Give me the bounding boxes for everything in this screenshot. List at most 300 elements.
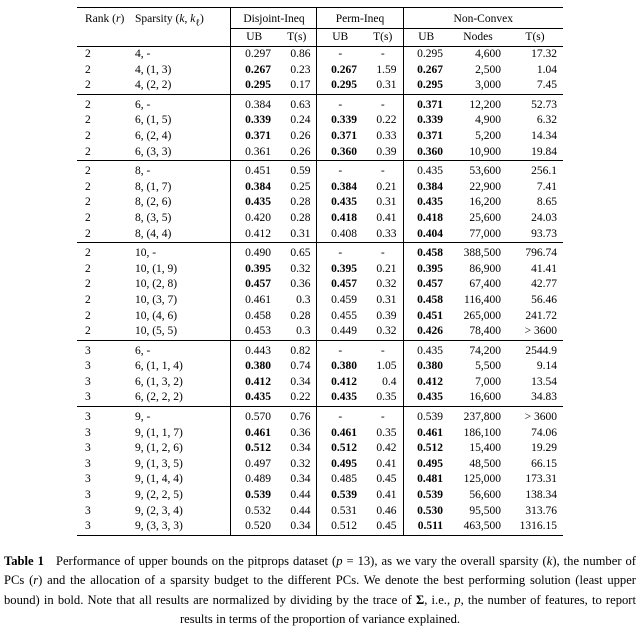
text-segment: r bbox=[33, 573, 39, 588]
text-segment: ) bbox=[120, 13, 125, 25]
cell-perm-ub: 0.459 bbox=[331, 293, 357, 306]
cell-nonconvex-time: 41.41 bbox=[531, 262, 558, 275]
cell-sparsity: 4, (2, 2) bbox=[129, 78, 231, 94]
cell-perm-ub: 0.512 bbox=[331, 520, 357, 533]
cell-disjoint-ub: 0.267 bbox=[245, 63, 271, 76]
cell-perm-time: 0.35 bbox=[363, 426, 403, 442]
text-segment: Sparsity ( bbox=[134, 13, 180, 25]
cell-disjoint-ub: 0.297 bbox=[245, 48, 271, 60]
table-row bbox=[77, 243, 563, 262]
cell-rank: 2 bbox=[77, 161, 129, 180]
subheader-ts: T(s) bbox=[277, 29, 317, 47]
table-row bbox=[77, 145, 563, 161]
cell-perm-ub: - bbox=[317, 243, 363, 262]
cell-rank: 3 bbox=[84, 375, 91, 388]
cell-rank: 3 bbox=[84, 442, 91, 455]
cell-disjoint-time: 0.36 bbox=[277, 277, 317, 293]
cell-nonconvex-ub: 0.426 bbox=[417, 325, 443, 338]
cell-nonconvex-time: 1316.15 bbox=[519, 520, 558, 533]
cell-disjoint-ub: 0.497 bbox=[245, 457, 271, 470]
cell-disjoint-ub: 0.490 bbox=[231, 243, 277, 262]
table-row bbox=[77, 94, 563, 113]
cell-nonconvex-nodes: 56,600 bbox=[469, 489, 501, 502]
cell-nonconvex-nodes: 125,000 bbox=[463, 473, 501, 486]
cell-perm-ub: - bbox=[338, 48, 343, 60]
cell-perm-time: 0.42 bbox=[363, 441, 403, 457]
cell-disjoint-ub: 0.435 bbox=[245, 391, 271, 404]
cell-nonconvex-nodes: 5,200 bbox=[475, 129, 501, 142]
cell-perm-ub: 0.360 bbox=[331, 145, 357, 158]
cell-nonconvex-ub: 0.360 bbox=[417, 145, 443, 158]
cell-sparsity: 10, (4, 6) bbox=[129, 309, 231, 325]
cell-nonconvex-nodes: 25,600 bbox=[469, 211, 501, 224]
cell-perm-ub: - bbox=[317, 161, 363, 180]
text-segment: = 13), as we vary the overall sparsity ( bbox=[342, 553, 547, 568]
table-row bbox=[77, 227, 563, 243]
cell-sparsity: 8, - bbox=[129, 161, 231, 180]
subheader-ts: T(s) bbox=[363, 29, 403, 47]
cell-sparsity: 10, (1, 9) bbox=[129, 262, 231, 278]
cell-disjoint-time: 0.22 bbox=[277, 390, 317, 406]
cell-rank: 3 bbox=[84, 391, 91, 404]
cell-nonconvex-nodes: 5,500 bbox=[475, 360, 501, 373]
cell-nonconvex-time: 173.31 bbox=[525, 473, 558, 486]
cell-disjoint-time: 0.31 bbox=[277, 227, 317, 243]
cell-disjoint-ub: 0.539 bbox=[245, 489, 271, 502]
cell-disjoint-time: 0.24 bbox=[277, 113, 317, 129]
cell-disjoint-ub: 0.371 bbox=[245, 129, 271, 142]
cell-perm-ub: 0.384 bbox=[331, 180, 357, 193]
cell-sparsity: 9, (3, 3, 3) bbox=[129, 519, 231, 535]
cell-nonconvex-nodes: 78,400 bbox=[469, 325, 501, 338]
cell-rank: 2 bbox=[77, 243, 129, 262]
cell-disjoint-time: 0.82 bbox=[277, 340, 317, 359]
cell-disjoint-ub: 0.420 bbox=[245, 211, 271, 224]
cell-perm-ub: 0.531 bbox=[331, 504, 357, 517]
cell-nonconvex-ub: 0.418 bbox=[417, 211, 443, 224]
cell-nonconvex-nodes: 265,000 bbox=[463, 309, 501, 322]
cell-disjoint-ub: 0.361 bbox=[245, 145, 271, 158]
cell-perm-time: 0.4 bbox=[363, 375, 403, 391]
cell-rank: 3 bbox=[84, 457, 91, 470]
cell-nonconvex-ub: 0.530 bbox=[417, 504, 443, 517]
cell-nonconvex-ub: 0.461 bbox=[417, 426, 443, 439]
cell-nonconvex-time: 13.54 bbox=[531, 375, 558, 388]
cell-perm-ub: 0.395 bbox=[331, 262, 357, 275]
cell-nonconvex-time: 66.15 bbox=[531, 457, 558, 470]
table-row bbox=[77, 504, 563, 520]
subheader-ub: UB bbox=[403, 29, 449, 47]
cell-sparsity: 9, (1, 4, 4) bbox=[129, 472, 231, 488]
cell-nonconvex-nodes: 237,800 bbox=[449, 407, 507, 426]
cell-nonconvex-ub: 0.371 bbox=[417, 129, 443, 142]
cell-nonconvex-ub: 0.384 bbox=[417, 180, 443, 193]
cell-nonconvex-ub: 0.295 bbox=[417, 79, 443, 92]
header-sparsity bbox=[129, 8, 231, 47]
cell-nonconvex-nodes: 4,600 bbox=[475, 48, 501, 60]
cell-disjoint-time: 0.3 bbox=[277, 324, 317, 340]
table-row bbox=[77, 180, 563, 196]
cell-rank: 2 bbox=[77, 94, 129, 113]
cell-nonconvex-ub: 0.371 bbox=[403, 94, 449, 113]
cell-disjoint-ub: 0.461 bbox=[245, 293, 271, 306]
cell-nonconvex-ub: 0.512 bbox=[417, 442, 443, 455]
cell-nonconvex-time: 17.32 bbox=[531, 48, 558, 60]
cell-rank: 3 bbox=[84, 360, 91, 373]
text-segment: ) and the allocation of a sparsity budget to the different PCs. We denote the best performing solution (least upper bound) in bold. Note that all results are normalized by dividing by the trace of bbox=[4, 573, 636, 607]
cell-nonconvex-ub: 0.435 bbox=[403, 340, 449, 359]
cell-nonconvex-time: 19.84 bbox=[531, 145, 558, 158]
cell-nonconvex-ub: 0.495 bbox=[417, 457, 443, 470]
cell-disjoint-time: 0.74 bbox=[277, 359, 317, 375]
cell-perm-ub: 0.380 bbox=[331, 360, 357, 373]
table-row bbox=[77, 63, 563, 79]
cell-nonconvex-ub: 0.457 bbox=[417, 278, 443, 291]
cell-nonconvex-nodes: 15,400 bbox=[469, 442, 501, 455]
cell-disjoint-time: 0.44 bbox=[277, 488, 317, 504]
cell-sparsity: 8, (4, 4) bbox=[129, 227, 231, 243]
cell-sparsity: 9, (1, 2, 6) bbox=[129, 441, 231, 457]
table-row bbox=[77, 488, 563, 504]
cell-nonconvex-time: 2544.9 bbox=[507, 340, 563, 359]
cell-rank: 2 bbox=[84, 180, 91, 193]
cell-nonconvex-ub: 0.339 bbox=[417, 114, 443, 127]
cell-perm-time: 0.31 bbox=[363, 195, 403, 211]
text-segment: ) bbox=[199, 13, 204, 25]
text-segment: Σ bbox=[416, 592, 425, 607]
text-segment: k bbox=[546, 553, 553, 568]
cell-nonconvex-time: 6.32 bbox=[536, 114, 558, 127]
text-segment: ), the number of PCs ( bbox=[4, 553, 636, 588]
table-row bbox=[77, 472, 563, 488]
cell-nonconvex-time: 256.1 bbox=[507, 161, 563, 180]
cell-nonconvex-nodes: 95,500 bbox=[469, 504, 501, 517]
text-segment: Rank ( bbox=[84, 13, 116, 25]
cell-sparsity: 6, - bbox=[129, 340, 231, 359]
cell-disjoint-time: 0.17 bbox=[277, 78, 317, 94]
cell-nonconvex-ub: 0.380 bbox=[417, 360, 443, 373]
cell-nonconvex-ub: 0.481 bbox=[417, 473, 443, 486]
cell-nonconvex-time: 138.34 bbox=[525, 489, 558, 502]
cell-disjoint-ub: 0.520 bbox=[245, 520, 271, 533]
cell-perm-ub: 0.295 bbox=[331, 79, 357, 92]
cell-disjoint-time: 0.28 bbox=[277, 309, 317, 325]
results-table bbox=[77, 7, 563, 536]
cell-nonconvex-nodes: 67,400 bbox=[469, 278, 501, 291]
table-row bbox=[77, 359, 563, 375]
cell-perm-time: 0.41 bbox=[363, 211, 403, 227]
cell-disjoint-ub: 0.380 bbox=[245, 360, 271, 373]
cell-nonconvex-nodes: 186,100 bbox=[463, 426, 501, 439]
cell-nonconvex-ub: 0.511 bbox=[417, 520, 443, 533]
cell-sparsity: 6, (1, 3, 2) bbox=[129, 375, 231, 391]
cell-nonconvex-ub: 0.267 bbox=[417, 63, 443, 76]
cell-disjoint-time: 0.59 bbox=[277, 161, 317, 180]
cell-sparsity: 6, - bbox=[129, 94, 231, 113]
cell-sparsity: 4, - bbox=[129, 47, 231, 63]
cell-rank: 3 bbox=[84, 426, 91, 439]
cell-perm-time: - bbox=[363, 161, 403, 180]
cell-perm-ub: 0.457 bbox=[331, 278, 357, 291]
cell-disjoint-time: 0.65 bbox=[277, 243, 317, 262]
table-row bbox=[77, 375, 563, 391]
table-row bbox=[77, 426, 563, 442]
cell-nonconvex-time: 34.83 bbox=[531, 391, 558, 404]
table-row bbox=[77, 129, 563, 145]
cell-disjoint-ub: 0.295 bbox=[245, 79, 271, 92]
cell-sparsity: 10, - bbox=[129, 243, 231, 262]
text-segment: , i.e., bbox=[424, 592, 455, 607]
cell-nonconvex-nodes: 10,900 bbox=[469, 145, 501, 158]
table-row bbox=[77, 113, 563, 129]
cell-disjoint-time: 0.63 bbox=[277, 94, 317, 113]
cell-perm-ub: 0.412 bbox=[331, 375, 357, 388]
cell-rank: 2 bbox=[84, 325, 91, 338]
table-row bbox=[77, 262, 563, 278]
cell-sparsity: 9, (1, 1, 7) bbox=[129, 426, 231, 442]
cell-nonconvex-ub: 0.404 bbox=[417, 227, 443, 240]
cell-disjoint-time: 0.34 bbox=[277, 441, 317, 457]
text-segment: Table 1 bbox=[4, 553, 44, 568]
cell-nonconvex-nodes: 116,400 bbox=[464, 293, 501, 306]
cell-disjoint-time: 0.32 bbox=[277, 457, 317, 473]
cell-disjoint-time: 0.3 bbox=[277, 293, 317, 309]
cell-perm-time: 0.41 bbox=[363, 488, 403, 504]
subheader-ts: T(s) bbox=[507, 29, 563, 47]
subheader-ub: UB bbox=[317, 29, 363, 47]
cell-perm-ub: - bbox=[317, 407, 363, 426]
cell-perm-time: - bbox=[363, 243, 403, 262]
subheader-nodes: Nodes bbox=[449, 29, 507, 47]
cell-perm-ub: 0.371 bbox=[331, 129, 357, 142]
cell-disjoint-time: 0.36 bbox=[277, 426, 317, 442]
text-segment: p bbox=[454, 592, 461, 607]
cell-rank: 2 bbox=[84, 145, 91, 158]
cell-perm-time: 0.39 bbox=[363, 145, 403, 161]
cell-nonconvex-nodes: 7,000 bbox=[475, 375, 501, 388]
table-row bbox=[77, 519, 563, 535]
table-caption bbox=[4, 552, 636, 630]
cell-rank: 2 bbox=[84, 309, 91, 322]
cell-perm-time: - bbox=[363, 47, 403, 63]
cell-rank: 3 bbox=[84, 520, 91, 533]
table-row bbox=[77, 309, 563, 325]
cell-rank: 3 bbox=[84, 489, 91, 502]
cell-sparsity: 9, (2, 3, 4) bbox=[129, 504, 231, 520]
text-segment: p bbox=[336, 553, 343, 568]
cell-perm-ub: 0.512 bbox=[331, 442, 357, 455]
column-group-label: Perm-Ineq bbox=[317, 8, 403, 29]
cell-perm-time: 0.21 bbox=[363, 262, 403, 278]
table-row bbox=[77, 78, 563, 94]
cell-sparsity: 8, (1, 7) bbox=[129, 180, 231, 196]
cell-disjoint-ub: 0.435 bbox=[245, 196, 271, 209]
cell-rank: 2 bbox=[84, 129, 91, 142]
cell-rank: 2 bbox=[84, 278, 91, 291]
subheader-ub: UB bbox=[231, 29, 277, 47]
cell-nonconvex-nodes: 4,900 bbox=[475, 114, 501, 127]
cell-perm-time: - bbox=[363, 407, 403, 426]
cell-nonconvex-time: 313.76 bbox=[525, 504, 558, 517]
cell-disjoint-ub: 0.532 bbox=[245, 504, 271, 517]
cell-sparsity: 6, (1, 5) bbox=[129, 113, 231, 129]
cell-perm-ub: 0.408 bbox=[331, 227, 357, 240]
cell-perm-time: 0.45 bbox=[363, 472, 403, 488]
table-row bbox=[77, 211, 563, 227]
cell-perm-ub: 0.267 bbox=[331, 63, 357, 76]
cell-disjoint-ub: 0.384 bbox=[245, 180, 271, 193]
cell-perm-time: - bbox=[363, 340, 403, 359]
cell-disjoint-time: 0.76 bbox=[277, 407, 317, 426]
cell-perm-time: 0.33 bbox=[363, 227, 403, 243]
cell-disjoint-time: 0.34 bbox=[277, 472, 317, 488]
cell-nonconvex-nodes: 388,500 bbox=[449, 243, 507, 262]
cell-disjoint-ub: 0.443 bbox=[231, 340, 277, 359]
cell-perm-time: 1.59 bbox=[363, 63, 403, 79]
cell-nonconvex-ub: 0.435 bbox=[417, 391, 443, 404]
cell-perm-time: 0.45 bbox=[363, 519, 403, 535]
cell-nonconvex-ub: 0.451 bbox=[417, 309, 443, 322]
cell-nonconvex-nodes: 77,000 bbox=[469, 227, 501, 240]
cell-nonconvex-time: 7.45 bbox=[536, 79, 558, 92]
text-segment: , bbox=[184, 13, 191, 25]
table-header bbox=[77, 8, 563, 47]
cell-nonconvex-time: 7.41 bbox=[536, 180, 558, 193]
cell-nonconvex-nodes: 16,600 bbox=[469, 391, 501, 404]
cell-perm-time: 0.39 bbox=[363, 309, 403, 325]
cell-nonconvex-ub: 0.395 bbox=[417, 262, 443, 275]
cell-disjoint-time: 0.34 bbox=[277, 519, 317, 535]
cell-nonconvex-nodes: 2,500 bbox=[475, 63, 501, 76]
cell-nonconvex-nodes: 22,900 bbox=[469, 180, 501, 193]
text-segment: , the number of features, to report results in terms of the proportion of variance explained. bbox=[179, 592, 636, 627]
text-segment: ℓ bbox=[195, 17, 200, 29]
cell-rank: 2 bbox=[84, 227, 91, 240]
cell-nonconvex-time: 42.77 bbox=[531, 278, 558, 291]
cell-nonconvex-time: 9.14 bbox=[536, 360, 558, 373]
table-row bbox=[77, 324, 563, 340]
cell-disjoint-ub: 0.570 bbox=[231, 407, 277, 426]
cell-nonconvex-ub: 0.458 bbox=[417, 293, 443, 306]
cell-nonconvex-time: 52.73 bbox=[507, 94, 563, 113]
table-row bbox=[77, 47, 563, 63]
table-row bbox=[77, 407, 563, 426]
cell-rank: 2 bbox=[84, 114, 91, 127]
cell-perm-ub: - bbox=[317, 94, 363, 113]
cell-nonconvex-ub: 0.412 bbox=[417, 375, 443, 388]
cell-nonconvex-nodes: 86,900 bbox=[469, 262, 501, 275]
cell-perm-ub: - bbox=[317, 340, 363, 359]
cell-sparsity: 6, (2, 4) bbox=[129, 129, 231, 145]
cell-nonconvex-nodes: 463,500 bbox=[463, 520, 501, 533]
cell-perm-time: 0.32 bbox=[363, 324, 403, 340]
cell-perm-ub: 0.435 bbox=[331, 391, 357, 404]
cell-sparsity: 6, (1, 1, 4) bbox=[129, 359, 231, 375]
cell-nonconvex-time: 19.29 bbox=[531, 442, 558, 455]
cell-nonconvex-nodes: 53,600 bbox=[449, 161, 507, 180]
cell-perm-ub: 0.495 bbox=[331, 457, 357, 470]
header-rank bbox=[77, 8, 129, 47]
cell-disjoint-ub: 0.412 bbox=[245, 375, 271, 388]
cell-nonconvex-ub: 0.539 bbox=[403, 407, 449, 426]
cell-disjoint-time: 0.86 bbox=[277, 47, 317, 63]
cell-disjoint-time: 0.26 bbox=[277, 145, 317, 161]
cell-sparsity: 10, (5, 5) bbox=[129, 324, 231, 340]
cell-rank: 3 bbox=[84, 473, 91, 486]
cell-perm-ub: 0.418 bbox=[331, 211, 357, 224]
cell-perm-time: 0.31 bbox=[363, 78, 403, 94]
cell-perm-ub: 0.435 bbox=[331, 196, 357, 209]
cell-nonconvex-ub: 0.458 bbox=[403, 243, 449, 262]
cell-nonconvex-nodes: 74,200 bbox=[449, 340, 507, 359]
cell-disjoint-ub: 0.412 bbox=[245, 227, 271, 240]
cell-nonconvex-time: 74.06 bbox=[531, 426, 558, 439]
cell-rank: 2 bbox=[84, 211, 91, 224]
cell-sparsity: 9, (2, 2, 5) bbox=[129, 488, 231, 504]
cell-disjoint-ub: 0.453 bbox=[245, 325, 271, 338]
table-body bbox=[77, 47, 563, 536]
cell-perm-ub: 0.485 bbox=[331, 473, 357, 486]
cell-disjoint-ub: 0.458 bbox=[245, 309, 271, 322]
table-row bbox=[77, 195, 563, 211]
cell-disjoint-ub: 0.339 bbox=[245, 114, 271, 127]
cell-perm-ub: 0.455 bbox=[331, 309, 357, 322]
text-segment: r bbox=[115, 13, 121, 25]
cell-disjoint-time: 0.25 bbox=[277, 180, 317, 196]
cell-rank: 2 bbox=[84, 293, 91, 306]
cell-nonconvex-nodes: 16,200 bbox=[469, 196, 501, 209]
text-segment: k bbox=[179, 13, 185, 25]
cell-sparsity: 8, (3, 5) bbox=[129, 211, 231, 227]
cell-rank: 3 bbox=[77, 407, 129, 426]
cell-disjoint-time: 0.34 bbox=[277, 375, 317, 391]
cell-disjoint-ub: 0.451 bbox=[231, 161, 277, 180]
cell-perm-time: 0.22 bbox=[363, 113, 403, 129]
cell-rank: 2 bbox=[84, 63, 91, 76]
cell-nonconvex-time: 796.74 bbox=[507, 243, 563, 262]
cell-nonconvex-time: 24.03 bbox=[531, 211, 558, 224]
cell-perm-ub: 0.539 bbox=[331, 489, 357, 502]
column-group-label: Non-Convex bbox=[403, 8, 563, 29]
cell-disjoint-time: 0.44 bbox=[277, 504, 317, 520]
cell-rank: 3 bbox=[77, 340, 129, 359]
cell-disjoint-time: 0.26 bbox=[277, 129, 317, 145]
cell-nonconvex-time: > 3600 bbox=[524, 325, 558, 338]
cell-sparsity: 9, - bbox=[129, 407, 231, 426]
cell-nonconvex-time: 93.73 bbox=[531, 227, 558, 240]
cell-sparsity: 6, (3, 3) bbox=[129, 145, 231, 161]
cell-disjoint-time: 0.32 bbox=[277, 262, 317, 278]
cell-disjoint-time: 0.28 bbox=[277, 211, 317, 227]
cell-rank: 2 bbox=[84, 79, 91, 92]
cell-disjoint-time: 0.23 bbox=[277, 63, 317, 79]
cell-nonconvex-time: 241.72 bbox=[525, 309, 558, 322]
column-group-label: Disjoint-Ineq bbox=[231, 8, 317, 29]
cell-perm-time: - bbox=[363, 94, 403, 113]
cell-nonconvex-nodes: 48,500 bbox=[469, 457, 501, 470]
table-row bbox=[77, 161, 563, 180]
cell-disjoint-ub: 0.489 bbox=[245, 473, 271, 486]
cell-nonconvex-time: 8.65 bbox=[536, 196, 558, 209]
cell-sparsity: 4, (1, 3) bbox=[129, 63, 231, 79]
cell-disjoint-ub: 0.384 bbox=[231, 94, 277, 113]
cell-nonconvex-ub: 0.435 bbox=[403, 161, 449, 180]
cell-rank: 2 bbox=[84, 48, 91, 60]
cell-nonconvex-time: 1.04 bbox=[536, 63, 558, 76]
cell-disjoint-time: 0.28 bbox=[277, 195, 317, 211]
cell-nonconvex-ub: 0.295 bbox=[417, 48, 443, 60]
text-segment: Performance of upper bounds on the pitprops dataset ( bbox=[55, 553, 337, 568]
